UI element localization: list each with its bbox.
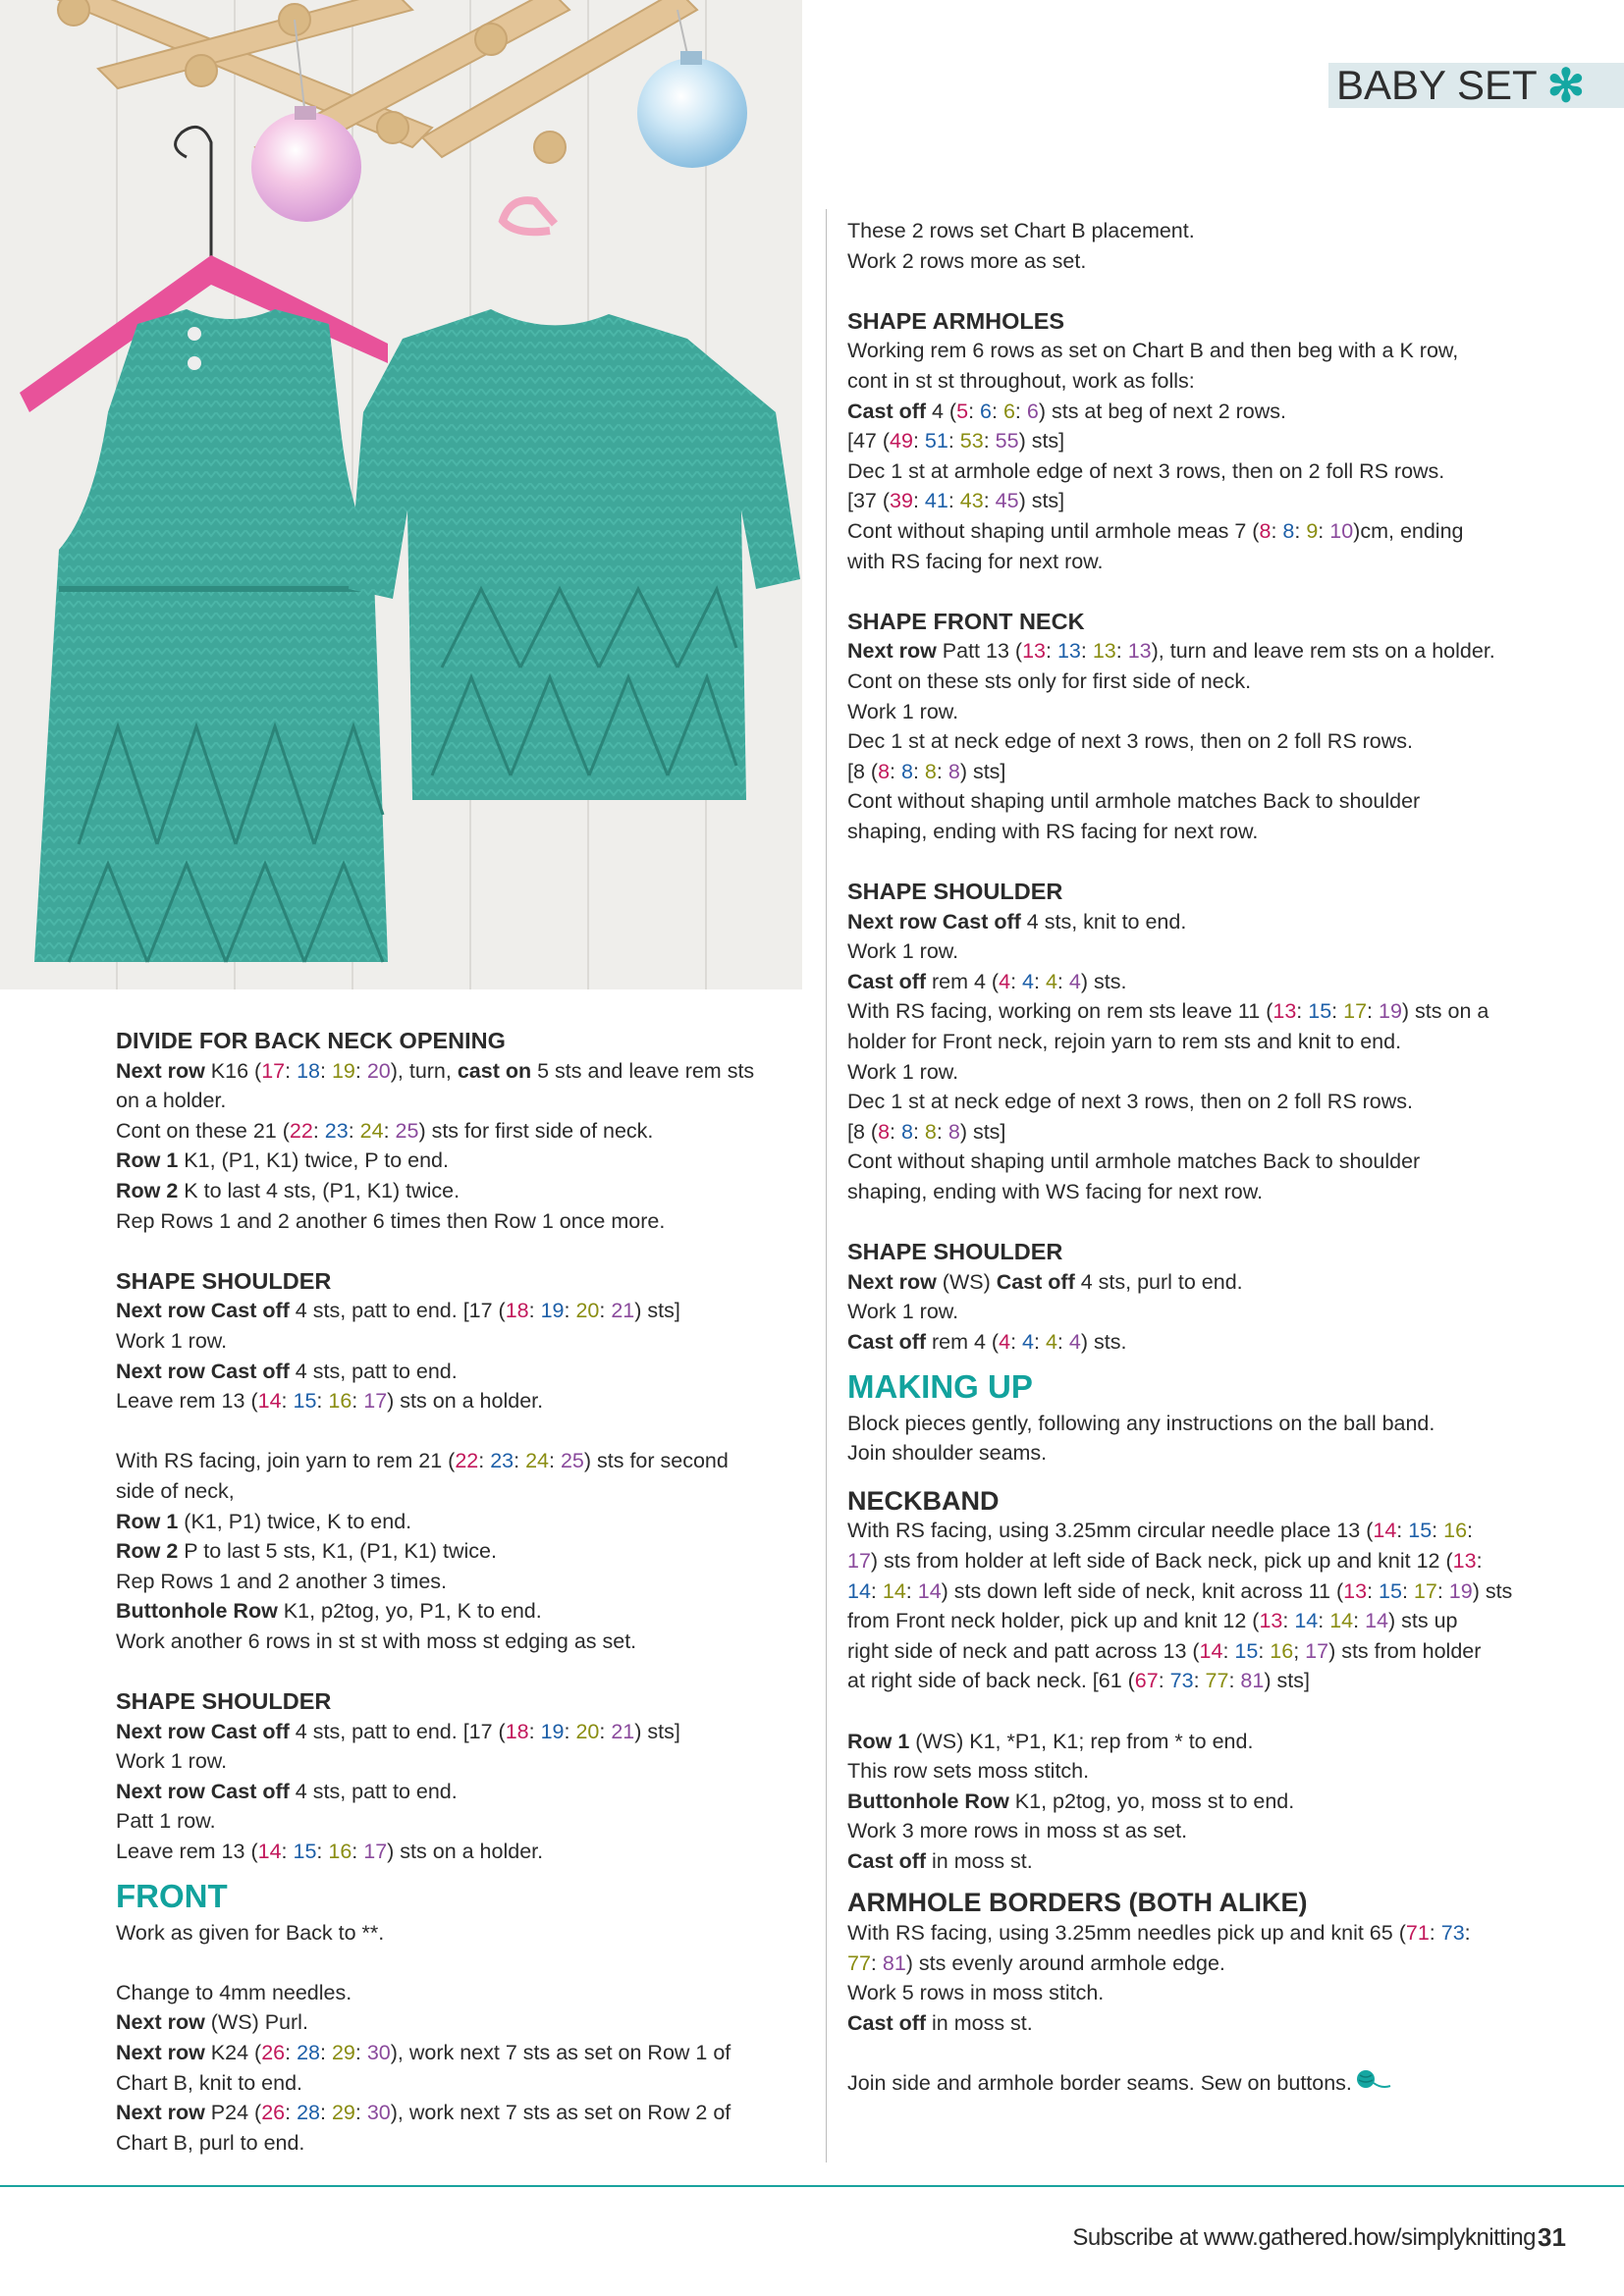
text-line: 77: 81) sts evenly around armhole edge. <box>847 1950 1225 1975</box>
subscribe-link[interactable]: Subscribe at www.gathered.how/simplyknitting <box>1072 2224 1536 2251</box>
heading-neckband: NECKBAND <box>847 1485 1000 1516</box>
text-line: on a holder. <box>116 1089 227 1113</box>
text-line: [37 (39: 41: 43: 45) sts] <box>847 489 1065 513</box>
text-line: Next row K24 (26: 28: 29: 30), work next 7 sts as set on Row 1 of <box>116 2041 731 2064</box>
right-column <box>847 216 1540 2100</box>
heading-shape-shoulder: SHAPE SHOULDER <box>116 1267 332 1294</box>
text-line: Work as given for Back to **. <box>116 1920 385 1945</box>
text-line: [8 (8: 8: 8: 8) sts] <box>847 759 1006 783</box>
footer-rule <box>0 2185 1624 2187</box>
knitted-cardigan <box>349 309 800 800</box>
heading-shape-front-neck: SHAPE FRONT NECK <box>847 608 1085 634</box>
text-line: Next row P24 (26: 28: 29: 30), work next 7 sts as set on Row 2 of <box>116 2101 731 2125</box>
text-line: Buttonhole Row K1, p2tog, yo, moss st to end. <box>847 1789 1295 1813</box>
page-number: 31 <box>1538 2222 1566 2252</box>
text-line: Change to 4mm needles. <box>116 1980 352 2004</box>
text-line: Cast off in moss st. <box>847 1848 1033 1873</box>
text-line: side of neck, <box>116 1478 235 1503</box>
garment-illustration <box>0 0 802 989</box>
text-line: Buttonhole Row K1, p2tog, yo, P1, K to end. <box>116 1599 542 1624</box>
text-line: Cast off rem 4 (4: 4: 4: 4) sts. <box>847 969 1127 993</box>
text-line: Dec 1 st at neck edge of next 3 rows, then on 2 foll RS rows. <box>847 729 1414 754</box>
text-line: Work 3 more rows in moss st as set. <box>847 1819 1188 1843</box>
text-line: Cont without shaping until armhole meas 7 (8: 8: 9: 10)cm, ending <box>847 518 1464 543</box>
heading-front: FRONT <box>116 1877 228 1914</box>
text-line: Working rem 6 rows as set on Chart B and then beg with a K row, <box>847 339 1459 363</box>
text-line: Cast off in moss st. <box>847 2010 1033 2035</box>
text-line: Cast off 4 (5: 6: 6: 6) sts at beg of next 2 rows. <box>847 399 1286 423</box>
section-title: BABY SET <box>1336 62 1538 108</box>
text-line: With RS facing, using 3.25mm needles pick up and knit 65 (71: 73: <box>847 1921 1471 1946</box>
garment-photo <box>0 0 802 989</box>
yarn-ball-icon <box>1356 2069 1391 2100</box>
heading-shape-armholes: SHAPE ARMHOLES <box>847 307 1065 334</box>
text-line: This row sets moss stitch. <box>847 1759 1090 1784</box>
text-line: Work 1 row. <box>116 1328 228 1353</box>
text-line: Cont without shaping until armhole matches Back to shoulder <box>847 789 1421 814</box>
heading-shape-shoulder-4: SHAPE SHOULDER <box>847 1239 1063 1265</box>
text-line: 14: 14: 14) sts down left side of neck, knit across 11 (13: 15: 17: 19) sts <box>847 1578 1513 1603</box>
text-line: Row 1 (K1, P1) twice, K to end. <box>116 1509 412 1533</box>
text-line: Rep Rows 1 and 2 another 6 times then Row 1 once more. <box>116 1208 666 1233</box>
text-line: Work 1 row. <box>847 1300 959 1324</box>
text-line: Next row Cast off 4 sts, patt to end. <box>116 1359 458 1383</box>
text-line: Work 5 rows in moss stitch. <box>847 1981 1105 2005</box>
text-line: Cast off rem 4 (4: 4: 4: 4) sts. <box>847 1329 1127 1354</box>
text-line: Next row (WS) Cast off 4 sts, purl to end. <box>847 1269 1243 1294</box>
text-line: Dec 1 st at armhole edge of next 3 rows, then on 2 foll RS rows. <box>847 458 1445 483</box>
text-line: holder for Front neck, rejoin yarn to rem sts and knit to end. <box>847 1030 1402 1054</box>
pink-bauble <box>251 112 361 222</box>
section-header <box>1328 60 1624 111</box>
text-line: With RS facing, using 3.25mm circular needle place 13 (14: 15: 16: <box>847 1519 1474 1543</box>
heading-making-up: MAKING UP <box>847 1367 1033 1405</box>
text-line: Next row Cast off 4 sts, patt to end. [17 (18: 19: 20: 21) sts] <box>116 1299 680 1323</box>
heading-shape-shoulder-3: SHAPE SHOULDER <box>847 879 1063 905</box>
text-line: Work 2 rows more as set. <box>847 248 1087 273</box>
text-line: Work 1 row. <box>847 1059 959 1084</box>
text-line: Chart B, purl to end. <box>116 2130 305 2155</box>
text-line: Cont on these sts only for first side of neck. <box>847 668 1252 693</box>
column-divider <box>826 209 827 2163</box>
text-line: Cont on these 21 (22: 23: 24: 25) sts for first side of neck. <box>116 1118 654 1143</box>
text-line: Join side and armhole border seams. Sew on buttons. <box>847 2068 1540 2100</box>
text-line: Row 2 K to last 4 sts, (P1, K1) twice. <box>116 1178 460 1202</box>
text-line: 17) sts from holder at left side of Back neck, pick up and knit 12 (13: <box>847 1548 1483 1573</box>
text-line: Work 1 row. <box>847 939 959 964</box>
text-line: Row 2 P to last 5 sts, K1, (P1, K1) twice. <box>116 1539 497 1564</box>
text-line: shaping, ending with RS facing for next row. <box>847 819 1259 843</box>
text-line: Leave rem 13 (14: 15: 16: 17) sts on a holder. <box>116 1389 544 1414</box>
text-line: Next row Cast off 4 sts, patt to end. <box>116 1779 458 1803</box>
heading-divide-back-neck: DIVIDE FOR BACK NECK OPENING <box>116 1028 506 1053</box>
text-line: Dec 1 st at neck edge of next 3 rows, then on 2 foll RS rows. <box>847 1090 1414 1114</box>
text-line: from Front neck holder, pick up and knit 12 (13: 14: 14: 14) sts up <box>847 1609 1458 1633</box>
text-line: Next row Cast off 4 sts, patt to end. [17 (18: 19: 20: 21) sts] <box>116 1719 680 1743</box>
text-line: Leave rem 13 (14: 15: 16: 17) sts on a holder. <box>116 1840 544 1864</box>
text-line: shaping, ending with WS facing for next row. <box>847 1180 1264 1203</box>
heading-armhole-borders: ARMHOLE BORDERS (BOTH ALIKE) <box>847 1888 1308 1918</box>
text-line: Row 1 K1, (P1, K1) twice, P to end. <box>116 1148 449 1173</box>
text-line: with RS facing for next row. <box>847 549 1104 573</box>
text-line: Row 1 (WS) K1, *P1, K1; rep from * to end. <box>847 1729 1254 1753</box>
text-line: Work 1 row. <box>847 699 959 723</box>
asterisk-icon: ✻ <box>1546 60 1586 111</box>
text-line: [47 (49: 51: 53: 55) sts] <box>847 429 1065 454</box>
text-line: Next row Patt 13 (13: 13: 13: 13), turn and leave rem sts on a holder. <box>847 639 1495 664</box>
text-line: Next row (WS) Purl. <box>116 2010 308 2035</box>
text-line: right side of neck and patt across 13 (14: 15: 16; 17) sts from holder <box>847 1638 1482 1663</box>
text-line: cont in st st throughout, work as folls: <box>847 368 1195 393</box>
blue-bauble <box>637 58 747 168</box>
text-line: With RS facing, working on rem sts leave 11 (13: 15: 17: 19) sts on a <box>847 999 1489 1024</box>
text-line: Join shoulder seams. <box>847 1441 1048 1466</box>
text-line: Cont without shaping until armhole matches Back to shoulder <box>847 1149 1421 1174</box>
text-line: Work 1 row. <box>116 1749 228 1774</box>
text-line: Patt 1 row. <box>116 1809 216 1834</box>
text-line: Block pieces gently, following any instructions on the ball band. <box>847 1411 1435 1435</box>
text-line: With RS facing, join yarn to rem 21 (22: 23: 24: 25) sts for second <box>116 1449 729 1473</box>
text-line: Next row Cast off 4 sts, knit to end. <box>847 909 1187 934</box>
text-line: Work another 6 rows in st st with moss st edging as set. <box>116 1629 637 1653</box>
left-column <box>116 1026 793 2158</box>
heading-shape-shoulder-2: SHAPE SHOULDER <box>116 1688 332 1715</box>
text-line: Rep Rows 1 and 2 another 3 times. <box>116 1569 448 1593</box>
text-line: at right side of back neck. [61 (67: 73: 77: 81) sts] <box>847 1669 1310 1693</box>
text-line: [8 (8: 8: 8: 8) sts] <box>847 1119 1006 1144</box>
text-line: These 2 rows set Chart B placement. <box>847 219 1195 242</box>
text-line: Next row K16 (17: 18: 19: 20), turn, cast on 5 sts and leave rem sts <box>116 1058 755 1083</box>
text-line: Chart B, knit to end. <box>116 2070 303 2095</box>
